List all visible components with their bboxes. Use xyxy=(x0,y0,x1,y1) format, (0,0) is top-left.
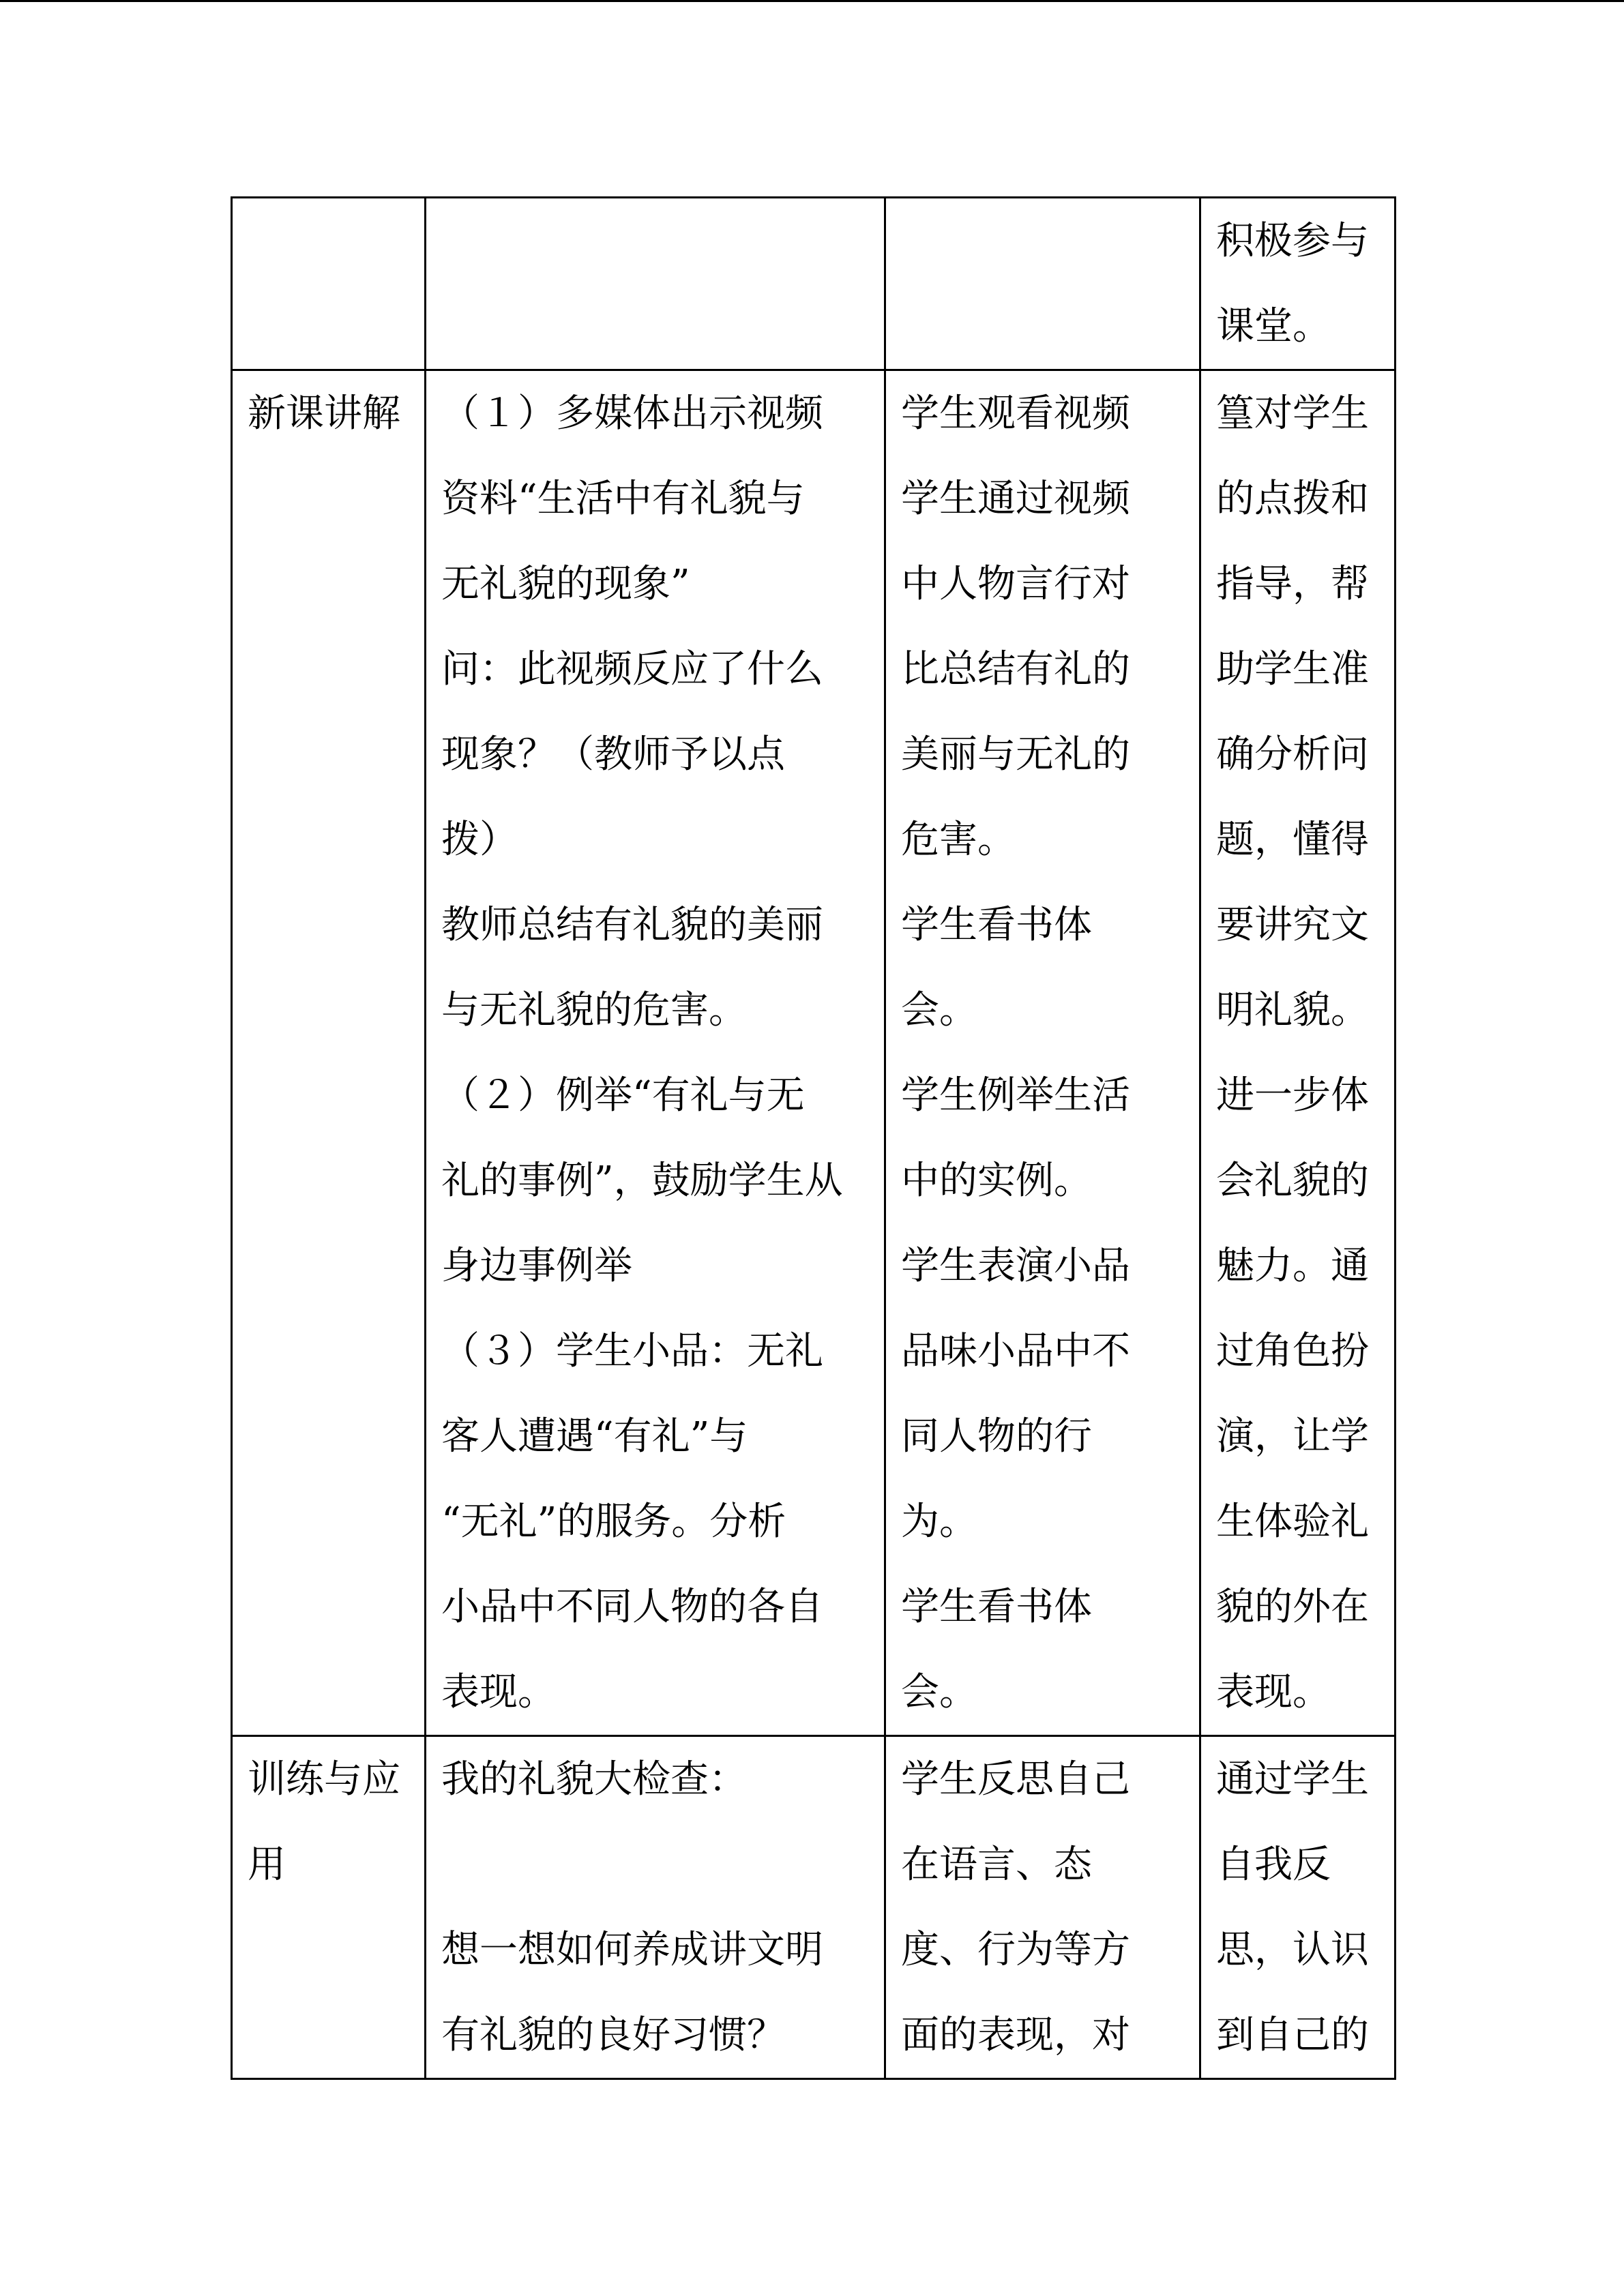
cell-text-line: 同人物的行 xyxy=(901,1414,1092,1459)
cell-text-line: 助学生准 xyxy=(1216,647,1369,691)
cell-text-line: 学生表演小品 xyxy=(901,1244,1130,1288)
cell-text-line: 的点拨和 xyxy=(1216,477,1369,521)
cell-text-line: 教师总结有礼貌的美丽 xyxy=(441,903,823,947)
student-activity-cell xyxy=(885,198,1200,370)
cell-text-line: 资料“生活中有礼貌与 xyxy=(441,477,805,521)
cell-text-line: 貌的外在 xyxy=(1216,1585,1369,1629)
cell-text-line: 有礼貌的良好习惯？ xyxy=(441,2013,785,2057)
cell-text-line: 问：此视频反应了什么 xyxy=(441,647,823,691)
cell-text-line: 小品中不同人物的各自 xyxy=(441,1585,823,1629)
cell-text-line: 身边事例举 xyxy=(441,1244,632,1288)
cell-text-line: 学生通过视频 xyxy=(901,477,1130,521)
table-row xyxy=(232,198,1396,370)
cell-text-line: 到自己的 xyxy=(1216,2013,1369,2057)
cell-text-line: 自我反 xyxy=(1216,1843,1331,1887)
cell-text-line: 训练与应 xyxy=(248,1757,400,1802)
table-row xyxy=(232,1736,1396,2079)
cell-text-line: 无礼貌的现象” xyxy=(441,562,690,606)
cell-text-line xyxy=(441,1822,872,1907)
cell-text-line: （２）例举“有礼与无 xyxy=(441,1073,805,1118)
lesson-plan-table xyxy=(231,196,1396,2080)
cell-text-line: 客人遭遇“有礼”与 xyxy=(441,1414,748,1459)
cell-text-line: 题，懂得 xyxy=(1216,818,1369,862)
teacher-activity-cell xyxy=(426,370,885,1736)
cell-text-line: 要讲究文 xyxy=(1216,903,1369,947)
phase-cell xyxy=(232,198,426,370)
cell-text-line: 度、行为等方 xyxy=(901,1928,1130,1972)
cell-text-line: 品味小品中不 xyxy=(901,1329,1130,1373)
cell-text-line: 学生看书体 xyxy=(901,1585,1092,1629)
cell-text-line: 在语言、态 xyxy=(901,1843,1092,1887)
cell-text-line: 现象？（教师予以点 xyxy=(441,732,785,777)
cell-text-line: 学生观看视频 xyxy=(901,391,1130,436)
cell-text-line: 想一想如何养成讲文明 xyxy=(441,1928,823,1972)
student-activity-cell xyxy=(885,370,1200,1736)
cell-text-line: 我的礼貌大检查： xyxy=(441,1757,747,1802)
cell-text-line: 会。 xyxy=(901,1670,977,1714)
cell-text-line: 学生例举生活 xyxy=(901,1073,1130,1118)
cell-text-line: （１）多媒体出示视频 xyxy=(441,391,823,436)
design-intent-cell xyxy=(1200,1736,1396,2079)
cell-text-line: 学生看书体 xyxy=(901,903,1092,947)
cell-text-line: 进一步体 xyxy=(1216,1073,1369,1118)
cell-text-line: 用 xyxy=(248,1843,286,1887)
cell-text-line: 拨） xyxy=(441,818,518,862)
cell-text-line: 学生反思自己 xyxy=(901,1757,1130,1802)
phase-cell xyxy=(232,1736,426,2079)
table-row xyxy=(232,370,1396,1736)
cell-text-line: 生体验礼 xyxy=(1216,1500,1369,1544)
design-intent-cell xyxy=(1200,370,1396,1736)
cell-text-line: 礼的事例”，鼓励学生从 xyxy=(441,1159,843,1203)
cell-text-line: 为。 xyxy=(901,1500,977,1544)
cell-text-line: 魅力。通 xyxy=(1216,1244,1369,1288)
cell-text-line: 会。 xyxy=(901,988,977,1032)
cell-text-line: 与无礼貌的危害。 xyxy=(441,988,747,1032)
teacher-activity-cell xyxy=(426,1736,885,2079)
cell-text-line: 会礼貌的 xyxy=(1216,1159,1369,1203)
teacher-activity-cell xyxy=(426,198,885,370)
cell-text-line: 表现。 xyxy=(1216,1670,1331,1714)
cell-text-line: 篁对学生 xyxy=(1216,391,1369,436)
cell-text-line: 中的实例。 xyxy=(901,1159,1092,1203)
cell-text-line: 美丽与无礼的 xyxy=(901,732,1130,777)
cell-text-line: 面的表现，对 xyxy=(901,2013,1130,2057)
design-intent-cell xyxy=(1200,198,1396,370)
cell-text-line: 比总结有礼的 xyxy=(901,647,1130,691)
cell-text-line: “无礼”的服务。分析 xyxy=(441,1500,786,1544)
page-top-border xyxy=(0,0,1624,2)
cell-text-line: 中人物言行对 xyxy=(901,562,1130,606)
cell-text-line: 课堂。 xyxy=(1216,304,1331,348)
cell-text-line: 新课讲解 xyxy=(248,391,400,436)
cell-text-line: 确分析问 xyxy=(1216,732,1369,777)
student-activity-cell xyxy=(885,1736,1200,2079)
phase-cell xyxy=(232,370,426,1736)
cell-text-line: 思，认识 xyxy=(1216,1928,1369,1972)
cell-text-line: 指导，帮 xyxy=(1216,562,1369,606)
cell-text-line: 危害。 xyxy=(901,818,1016,862)
cell-text-line: 表现。 xyxy=(441,1670,556,1714)
cell-text-line: 演，让学 xyxy=(1216,1414,1369,1459)
cell-text-line: 明礼貌。 xyxy=(1216,988,1369,1032)
cell-text-line: 积极参与 xyxy=(1216,219,1369,263)
cell-text-line: 过角色扮 xyxy=(1216,1329,1369,1373)
cell-text-line: （３）学生小品：无礼 xyxy=(441,1329,823,1373)
cell-text-line: 通过学生 xyxy=(1216,1757,1369,1802)
